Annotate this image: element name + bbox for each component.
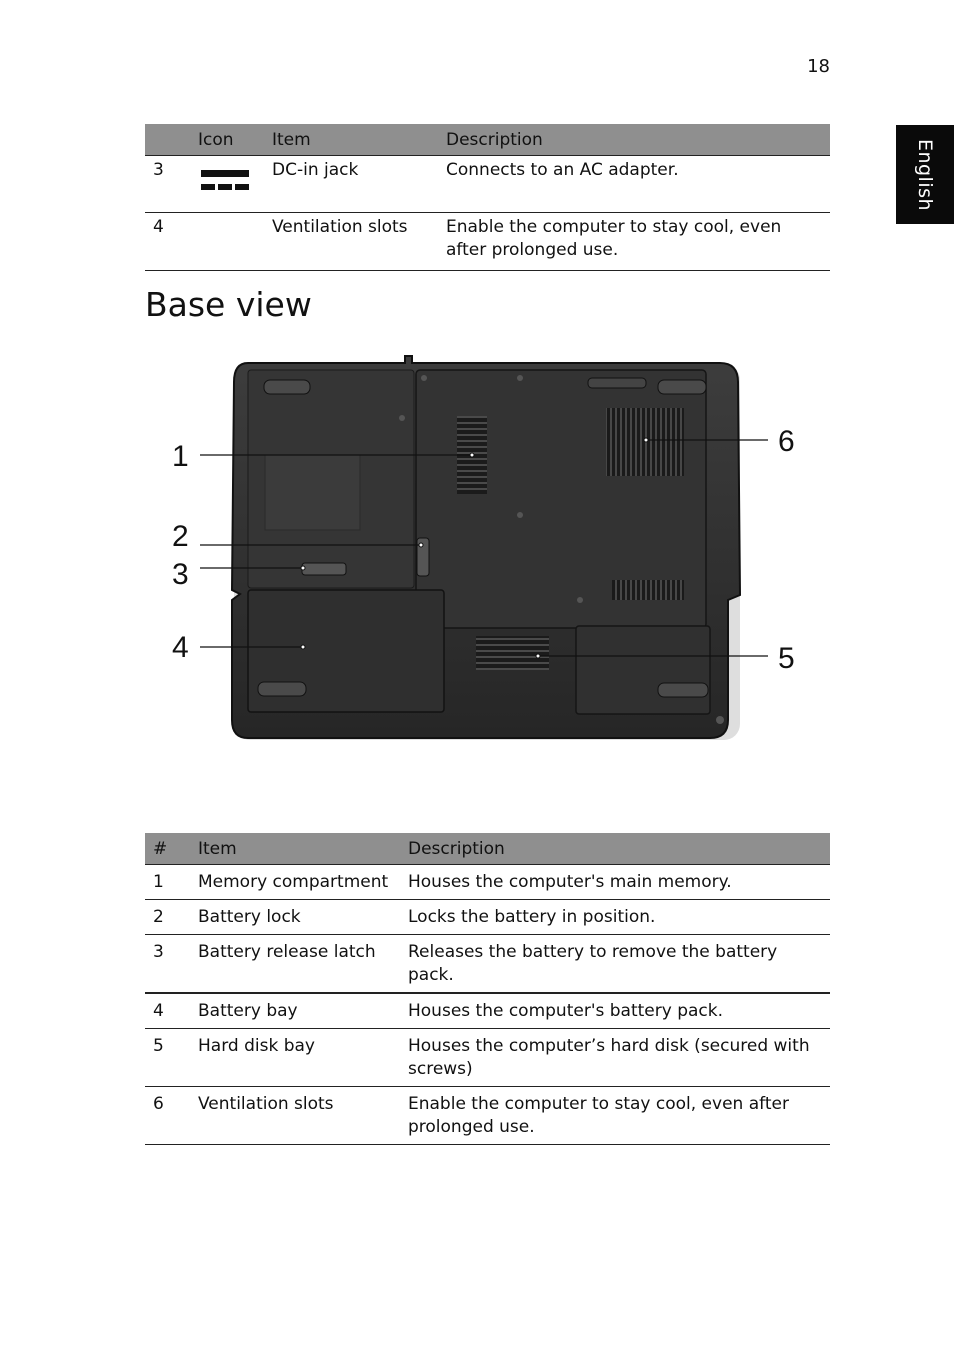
row-item: DC-in jack	[264, 156, 438, 213]
dc-in-icon	[201, 168, 249, 192]
row-item: Battery lock	[190, 900, 400, 935]
table-header-row	[145, 124, 830, 156]
callout-number: 4	[172, 631, 189, 664]
table-row	[145, 213, 830, 271]
row-num: 4	[145, 993, 190, 1029]
page-number: 18	[807, 56, 830, 77]
row-description: Connects to an AC adapter.	[438, 156, 830, 213]
header-item: Item	[190, 833, 400, 865]
table-header-row	[145, 833, 830, 865]
row-description: Releases the battery to remove the battery pack.	[400, 935, 830, 994]
row-item: Battery bay	[190, 993, 400, 1029]
callout-number: 2	[172, 520, 189, 553]
laptop-base-view-figure	[160, 350, 810, 760]
row-description: Enable the computer to stay cool, even after prolonged use.	[400, 1087, 830, 1145]
row-num: 2	[145, 900, 190, 935]
row-item: Ventilation slots	[190, 1087, 400, 1145]
table-row	[145, 1029, 830, 1087]
row-item: Hard disk bay	[190, 1029, 400, 1087]
callout-number: 5	[778, 642, 795, 675]
callout-number: 1	[172, 440, 189, 473]
table-row	[145, 156, 830, 213]
header-num	[145, 124, 190, 156]
row-num: 6	[145, 1087, 190, 1145]
callout-number: 6	[778, 425, 795, 458]
base-view-table	[145, 833, 830, 1145]
row-num: 1	[145, 865, 190, 900]
table-row	[145, 993, 830, 1029]
row-description: Houses the computer’s hard disk (secured with screws)	[400, 1029, 830, 1087]
laptop-body	[232, 356, 740, 740]
row-num: 3	[145, 935, 190, 994]
header-icon: Icon	[190, 124, 264, 156]
row-num: 4	[145, 213, 190, 271]
row-item: Ventilation slots	[264, 213, 438, 271]
table-row	[145, 865, 830, 900]
row-icon-cell	[190, 213, 264, 271]
table-row	[145, 935, 830, 994]
callout-number: 3	[172, 558, 189, 591]
header-item: Item	[264, 124, 438, 156]
row-description: Locks the battery in position.	[400, 900, 830, 935]
header-num: #	[145, 833, 190, 865]
header-description: Description	[438, 124, 830, 156]
row-icon-cell	[190, 156, 264, 213]
top-spec-table	[145, 124, 830, 271]
table-row	[145, 1087, 830, 1145]
language-tab	[896, 125, 954, 224]
section-title: Base view	[145, 285, 312, 324]
row-num: 5	[145, 1029, 190, 1087]
row-item: Memory compartment	[190, 865, 400, 900]
row-item: Battery release latch	[190, 935, 400, 994]
language-tab-label: English	[914, 138, 936, 212]
row-description: Houses the computer's main memory.	[400, 865, 830, 900]
table-row	[145, 900, 830, 935]
header-description: Description	[400, 833, 830, 865]
row-num: 3	[145, 156, 190, 213]
row-description: Houses the computer's battery pack.	[400, 993, 830, 1029]
row-description: Enable the computer to stay cool, even after prolonged use.	[438, 213, 830, 271]
